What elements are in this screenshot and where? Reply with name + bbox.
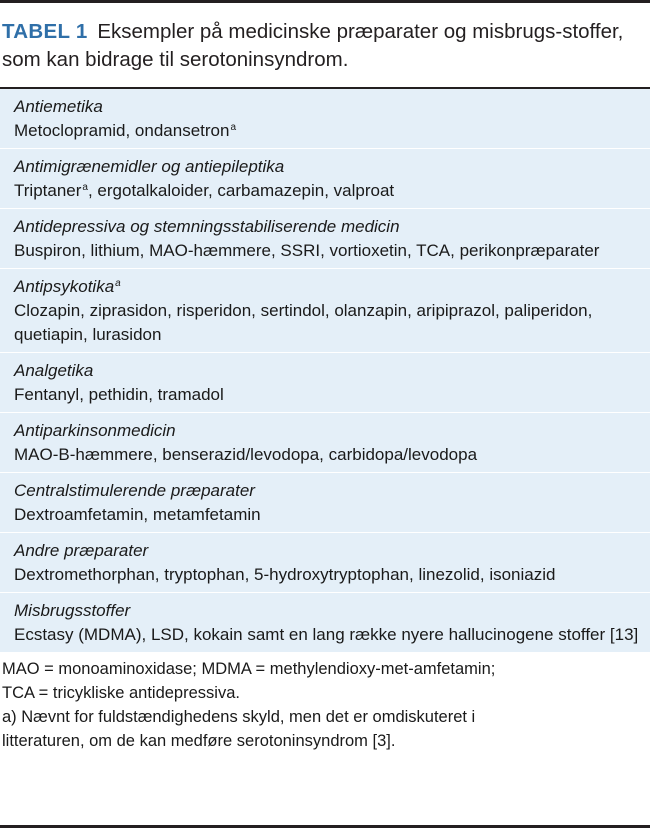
category-label: Andre præparater [14, 541, 149, 560]
table-row [0, 532, 650, 592]
table-title: Eksempler på medicinske præparater og misbrugs-stoffer, som kan bidrage til serotoninsyndrom. [2, 20, 624, 71]
category-label: Misbrugsstoffer [14, 601, 131, 620]
table-row [0, 208, 650, 268]
category-label: Antiparkinsonmedicin [14, 421, 176, 440]
drug-list: Dextroamfetamin, metamfetamin [14, 505, 261, 524]
table-caption [0, 3, 650, 73]
footnote-marker: a [230, 122, 237, 133]
category-label: Antidepressiva og stemningsstabiliserende medicin [14, 217, 400, 236]
footnote-a-line: litteraturen, om de kan medføre serotoninsyndrom [3]. [2, 732, 396, 750]
table-row [0, 148, 650, 208]
drug-list: Buspiron, lithium, MAO-hæmmere, SSRI, vortioxetin, TCA, perikonpræparater [14, 241, 600, 260]
drug-list: Ecstasy (MDMA), LSD, kokain samt en lang række nyere hallucinogene stoffer [13] [14, 625, 639, 644]
table-row [0, 592, 650, 652]
table-label: TABEL 1 [2, 20, 88, 43]
abbreviations-line: TCA = tricykliske antidepressiva. [2, 684, 240, 702]
drug-list: Fentanyl, pethidin, tramadol [14, 385, 224, 404]
drug-list: MAO-B-hæmmere, benserazid/levodopa, carbidopa/levodopa [14, 445, 478, 464]
footnote-a-line: a) Nævnt for fuldstændighedens skyld, men det er omdiskuteret i [2, 708, 476, 726]
category-label: Analgetika [14, 361, 94, 380]
category-label: Antimigrænemidler og antiepileptika [14, 157, 285, 176]
footnote-marker: a [115, 278, 121, 289]
abbreviations-line: MAO = monoaminoxidase; MDMA = methylendioxy-met-amfetamin; [2, 660, 496, 678]
drug-list: Metoclopramid, ondansetron$^a$ [14, 121, 237, 140]
drug-list: Dextromethorphan, tryptophan, 5-hydroxytryptophan, linezolid, isoniazid [14, 565, 556, 584]
category-label: Antipsykotika$^a$ [14, 277, 121, 296]
table-row [0, 352, 650, 412]
drug-list: Triptaner$^a$, ergotalkaloider, carbamazepin, valproat [14, 181, 395, 200]
table-row [0, 412, 650, 472]
category-label: Centralstimulerende præparater [14, 481, 255, 500]
category-label: Antiemetika [14, 97, 103, 116]
table-row [0, 89, 650, 148]
table-row [0, 268, 650, 352]
table-body [0, 89, 650, 652]
footnote-marker: a [82, 182, 88, 193]
table-footnotes [0, 652, 650, 753]
drug-list: Clozapin, ziprasidon, risperidon, sertindol, olanzapin, aripiprazol, paliperidon, quetiapin, lurasidon [14, 301, 593, 344]
table-row [0, 472, 650, 532]
